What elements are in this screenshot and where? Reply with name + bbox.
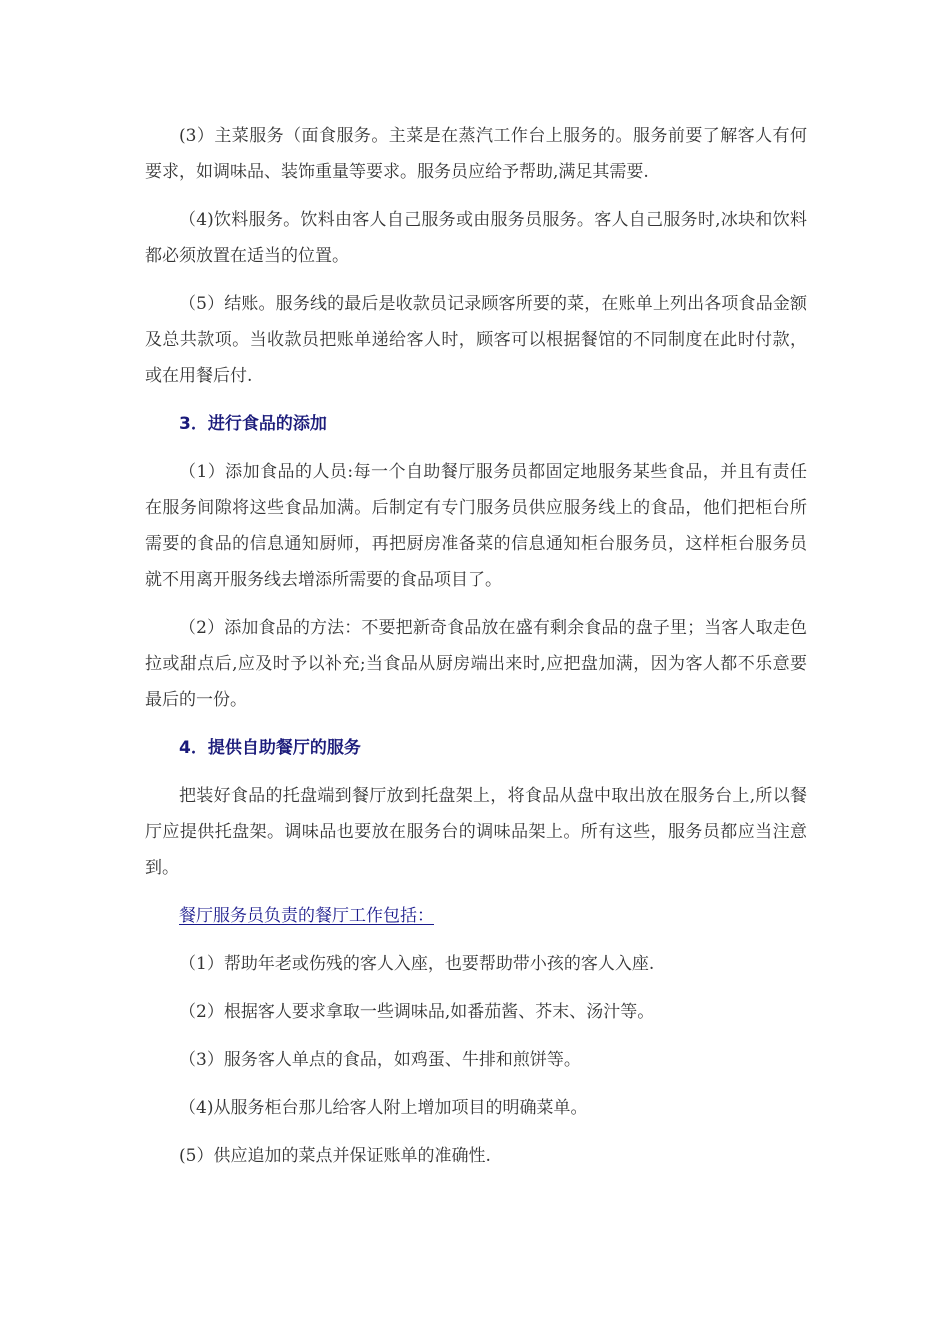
- subheading-server-duties[interactable]: [145, 898, 807, 934]
- list-item: （3）服务客人单点的食品，如鸡蛋、牛排和煎饼等。: [179, 1050, 581, 1070]
- paragraph-checkout: （5）结账。服务线的最后是收款员记录顾客所要的菜，在账单上列出各项食品金额及总共款项。当收款员把账单递给客人时，顾客可以根据餐馆的不同制度在此时付款，或在用餐后付.: [145, 294, 807, 386]
- document-page: [145, 118, 807, 1186]
- list-item: (5）供应追加的菜点并保证账单的准确性.: [179, 1146, 491, 1166]
- paragraph-main-course-service: (3）主菜服务（面食服务。主菜是在蒸汽工作台上服务的。服务前要了解客人有何要求，如调味品、装饰重量等要求。服务员应给予帮助,满足其需要.: [145, 126, 807, 182]
- list-item: （2）根据客人要求拿取一些调味品,如番茄酱、芥末、汤汁等。: [179, 1002, 655, 1022]
- paragraph-tray-service: 把装好食品的托盘端到餐厅放到托盘架上，将食品从盘中取出放在服务台上,所以餐厅应提供托盘架。调味品也要放在服务台的调味品架上。所有这些，服务员都应当注意到。: [145, 786, 807, 878]
- list-item: （1）帮助年老或伤残的客人入座，也要帮助带小孩的客人入座.: [179, 954, 655, 974]
- section-heading-cafeteria-service: 4．提供自助餐厅的服务: [179, 738, 361, 758]
- list-item: （4)从服务柜台那儿给客人附上增加项目的明确菜单。: [179, 1098, 588, 1118]
- paragraph-replenishment-staff: （1）添加食品的人员:每一个自助餐厅服务员都固定地服务某些食品，并且有责任在服务间隙将这些食品加满。后制定有专门服务员供应服务线上的食品，他们把柜台所需要的食品的信息通知厨师，再把厨房准备菜的信息通知柜台服务员，这样柜台服务员就不用离开服务线去增添所需要的食品项目了。: [145, 462, 807, 590]
- section-heading-food-replenishment: 3．进行食品的添加: [179, 414, 327, 434]
- paragraph-beverage-service: （4)饮料服务。饮料由客人自己服务或由服务员服务。客人自己服务时,冰块和饮料都必须放置在适当的位置。: [145, 210, 807, 266]
- subheading-link-text[interactable]: 餐厅服务员负责的餐厅工作包括：: [179, 906, 434, 926]
- paragraph-replenishment-method: （2）添加食品的方法：不要把新奇食品放在盛有剩余食品的盘子里；当客人取走色拉或甜点后,应及时予以补充;当食品从厨房端出来时,应把盘加满，因为客人都不乐意要最后的一份。: [145, 618, 807, 710]
